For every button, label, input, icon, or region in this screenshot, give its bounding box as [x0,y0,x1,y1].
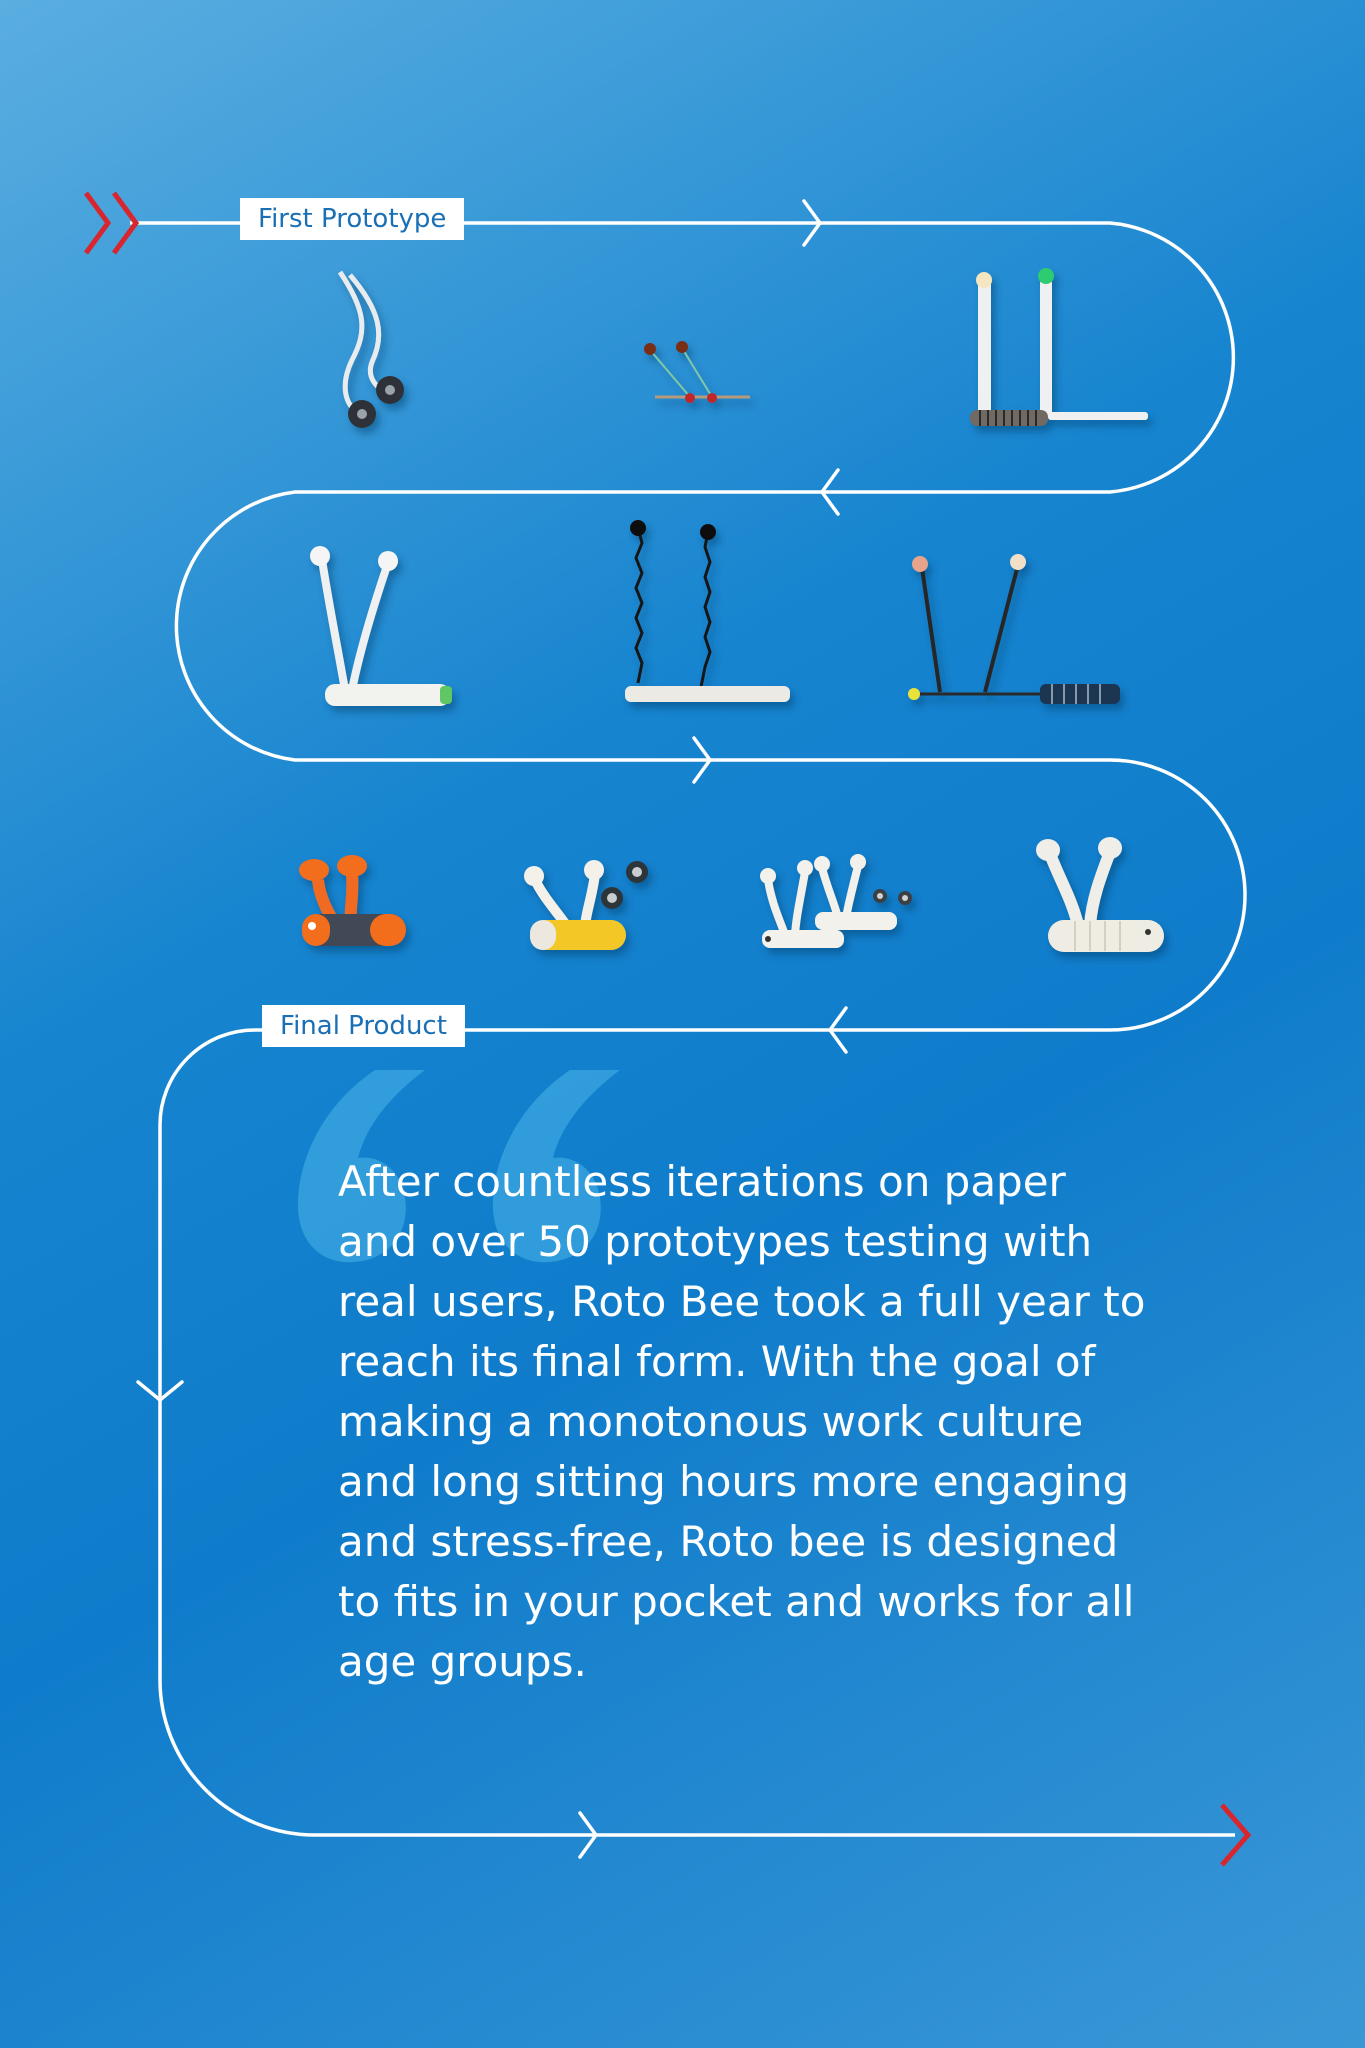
wire-frame-prototype [340,272,404,428]
yellow-bee-prototype [524,860,648,950]
white-rolled-prototype [310,546,452,706]
final-product-label: Final Product [262,1005,465,1047]
first-prototype-label: First Prototype [240,198,464,240]
twin-white-prototype [760,854,912,948]
orange-bee-prototype [299,855,406,946]
final-white-bee [1036,837,1164,952]
quote-text: After countless iterations on paper and over 50 prototypes testing with real users, Roto Bee took a full year to reach its final form. With the goal of making a monotonous work culture and long sitting hours more engaging and stress-free, Roto bee is designed to fits in your pocket and works for all age groups. [338,1157,1146,1686]
black-spring-prototype [625,520,790,702]
skewer-spring-prototype [908,554,1120,704]
beaded-wire-prototype [644,341,750,403]
paper-tube-prototype [970,268,1148,426]
